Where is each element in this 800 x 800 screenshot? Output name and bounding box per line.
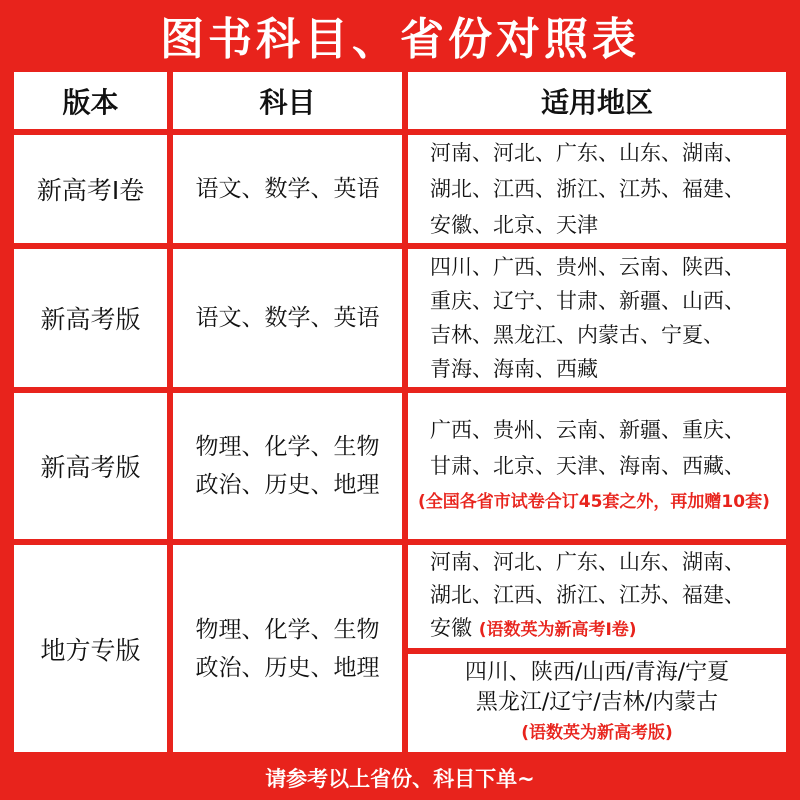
- region-line: 安徽、北京、天津: [430, 213, 598, 237]
- subject-cell: [173, 545, 402, 752]
- region-line: 湖北、江西、浙江、江苏、福建、: [430, 177, 745, 201]
- region-line: 四川、陕西/山西/青海/宁夏: [464, 660, 730, 685]
- subject-line: 政治、历史、地理: [195, 654, 380, 681]
- region-cell: [408, 135, 786, 243]
- region-line: 湖北、江西、浙江、江苏、福建、: [430, 583, 745, 607]
- region-cell-group-b: [408, 654, 786, 752]
- page-title: 图书科目、省份对照表: [160, 14, 640, 65]
- region-line-with-note: [430, 612, 637, 647]
- subject-line: 物理、化学、生物: [195, 434, 380, 460]
- region-line: 广西、贵州、云南、新疆、重庆、: [430, 418, 745, 442]
- edition-cell: 新高考版: [14, 393, 167, 539]
- region-line: 黑龙江/辽宁/吉林/内蒙古: [475, 690, 719, 715]
- language-note: (语数英为新高考Ⅰ卷): [478, 620, 637, 640]
- header-region: 适用地区: [408, 72, 786, 129]
- edition-cell: 地方专版: [14, 545, 167, 752]
- region-line: 四川、广西、贵州、云南、陕西、: [430, 255, 745, 279]
- region-cell-group-a: [408, 545, 786, 648]
- region-cell: [408, 393, 786, 539]
- subject-line: 语文、数学、英语: [195, 176, 380, 202]
- region-line: 吉林、黑龙江、内蒙古、宁夏、: [430, 323, 724, 347]
- region-line: 青海、海南、西藏: [430, 357, 598, 381]
- gift-note: (全国各省市试卷合订45套之外，再加赠10套): [418, 492, 770, 512]
- subject-line: 物理、化学、生物: [195, 616, 380, 643]
- region-line: 甘肃、北京、天津、海南、西藏、: [430, 454, 745, 478]
- subject-cell: [173, 393, 402, 539]
- edition-cell: 新高考版: [14, 249, 167, 387]
- region-line: 安徽: [430, 616, 472, 640]
- subject-cell: [173, 135, 402, 243]
- region-line: 河南、河北、广东、山东、湖南、: [430, 550, 745, 574]
- region-line: 河南、河北、广东、山东、湖南、: [430, 141, 745, 165]
- subject-line: 政治、历史、地理: [195, 472, 380, 498]
- edition-cell: 新高考Ⅰ卷: [14, 135, 167, 243]
- header-edition: 版本: [14, 72, 167, 129]
- header-subject: 科目: [173, 72, 402, 129]
- footer-instruction: 请参考以上省份、科目下单~: [265, 767, 535, 791]
- subject-cell: [173, 249, 402, 387]
- language-note: (语数英为新高考版): [521, 723, 673, 743]
- region-cell: [408, 249, 786, 387]
- subject-line: 语文、数学、英语: [195, 305, 380, 331]
- region-line: 重庆、辽宁、甘肃、新疆、山西、: [430, 289, 745, 313]
